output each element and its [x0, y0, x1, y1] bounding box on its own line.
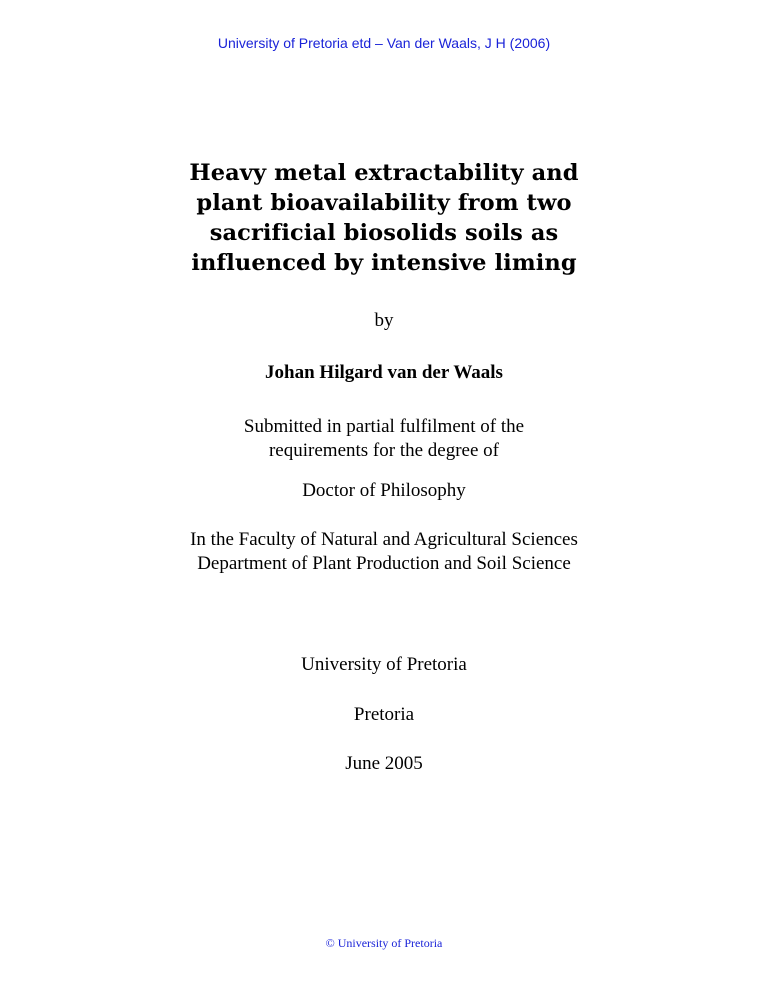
thesis-title-line-4: influenced by intensive liming [191, 250, 577, 276]
etd-watermark-header: University of Pretoria etd – Van der Waals, J H (2006) [217, 35, 551, 51]
submission-statement-line-2: requirements for the degree of [268, 440, 499, 461]
university-name: University of Pretoria [301, 654, 467, 675]
thesis-title [0, 158, 768, 278]
author-name: Johan Hilgard van der Waals [265, 362, 503, 383]
thesis-title-line-2: plant bioavailability from two [196, 190, 572, 216]
faculty-name: In the Faculty of Natural and Agricultural Sciences [190, 529, 578, 550]
thesis-title-line-3: sacrificial biosolids soils as [209, 220, 559, 246]
thesis-title-line-1: Heavy metal extractability and [189, 160, 579, 186]
city-name: Pretoria [353, 704, 415, 725]
submission-date: June 2005 [345, 753, 423, 774]
by-label: by [374, 310, 394, 331]
department-name: Department of Plant Production and Soil Science [197, 553, 571, 574]
copyright-footer: © University of Pretoria [325, 936, 443, 950]
degree-name: Doctor of Philosophy [302, 480, 466, 501]
submission-statement-line-1: Submitted in partial fulfilment of the [243, 416, 525, 437]
